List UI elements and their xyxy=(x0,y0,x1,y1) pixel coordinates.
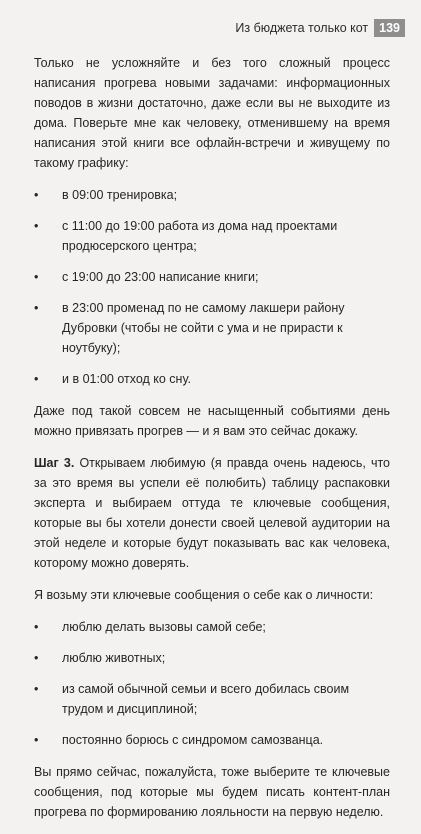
paragraph-call-to-action: Вы прямо сейчас, пожалуйста, тоже выберите те ключевые сообщения, под которые мы будем писать контент-план прогрева по формированию лояльности на первую неделю. xyxy=(34,765,390,819)
bullet-icon: • xyxy=(34,219,39,233)
bullet-icon: • xyxy=(34,301,39,315)
paragraph-messages-intro: Я возьму эти ключевые сообщения о себе как о личности: xyxy=(34,588,374,602)
schedule-list xyxy=(34,185,390,389)
bullet-icon: • xyxy=(34,651,39,665)
list-item: • люблю делать вызовы самой себе; xyxy=(34,617,390,637)
list-item: • люблю животных; xyxy=(34,648,390,668)
list-item: • в 09:00 тренировка; xyxy=(34,185,390,205)
step-text: Открываем любимую (я правда очень надеюсь, что за это время вы успели её полюбить) таблицу распаковки эксперта и выбираем оттуда те ключевые сообщения, которые вы бы хотели донести своей целевой аудитории на этой неделе и которые будут показывать вас как человека, которому можно доверять. xyxy=(34,456,390,570)
paragraph-proof: Даже под такой совсем не насыщенный событиями день можно привязать прогрев — и я вам это сейчас докажу. xyxy=(34,404,390,438)
bullet-icon: • xyxy=(34,188,39,202)
bullet-icon: • xyxy=(34,620,39,634)
bullet-icon: • xyxy=(34,682,39,696)
running-head xyxy=(235,19,405,37)
step-label: Шаг 3. xyxy=(34,456,75,470)
list-item: • постоянно борюсь с синдромом самозванца. xyxy=(34,730,390,750)
bullet-icon: • xyxy=(34,733,39,747)
list-item: • с 19:00 до 23:00 написание книги; xyxy=(34,267,390,287)
list-item: • из самой обычной семьи и всего добилась своим трудом и дисциплиной; xyxy=(34,679,390,719)
list-item: • и в 01:00 отход ко сну. xyxy=(34,369,390,389)
paragraph-step-3 xyxy=(34,453,390,573)
running-title: Из бюджета только кот xyxy=(235,21,369,35)
paragraph-intro: Только не усложняйте и без того сложный процесс написания прогрева новыми задачами: информационных поводов в жизни достаточно, даже если вы не выходите из дома. Поверьте мне как человеку, отменившему на время написания этой книги все офлайн-встречи и живущему по такому графику: xyxy=(34,56,390,170)
list-item: • с 11:00 до 19:00 работа из дома над проектами продюсерского центра; xyxy=(34,216,390,256)
list-item: • в 23:00 променад по не самому лакшери району Дубровки (чтобы не сойти с ума и не прирасти к ноутбуку); xyxy=(34,298,390,358)
bullet-icon: • xyxy=(34,372,39,386)
body-text xyxy=(34,53,390,834)
key-messages-list xyxy=(34,617,390,750)
bullet-icon: • xyxy=(34,270,39,284)
page-number: 139 xyxy=(374,19,405,37)
